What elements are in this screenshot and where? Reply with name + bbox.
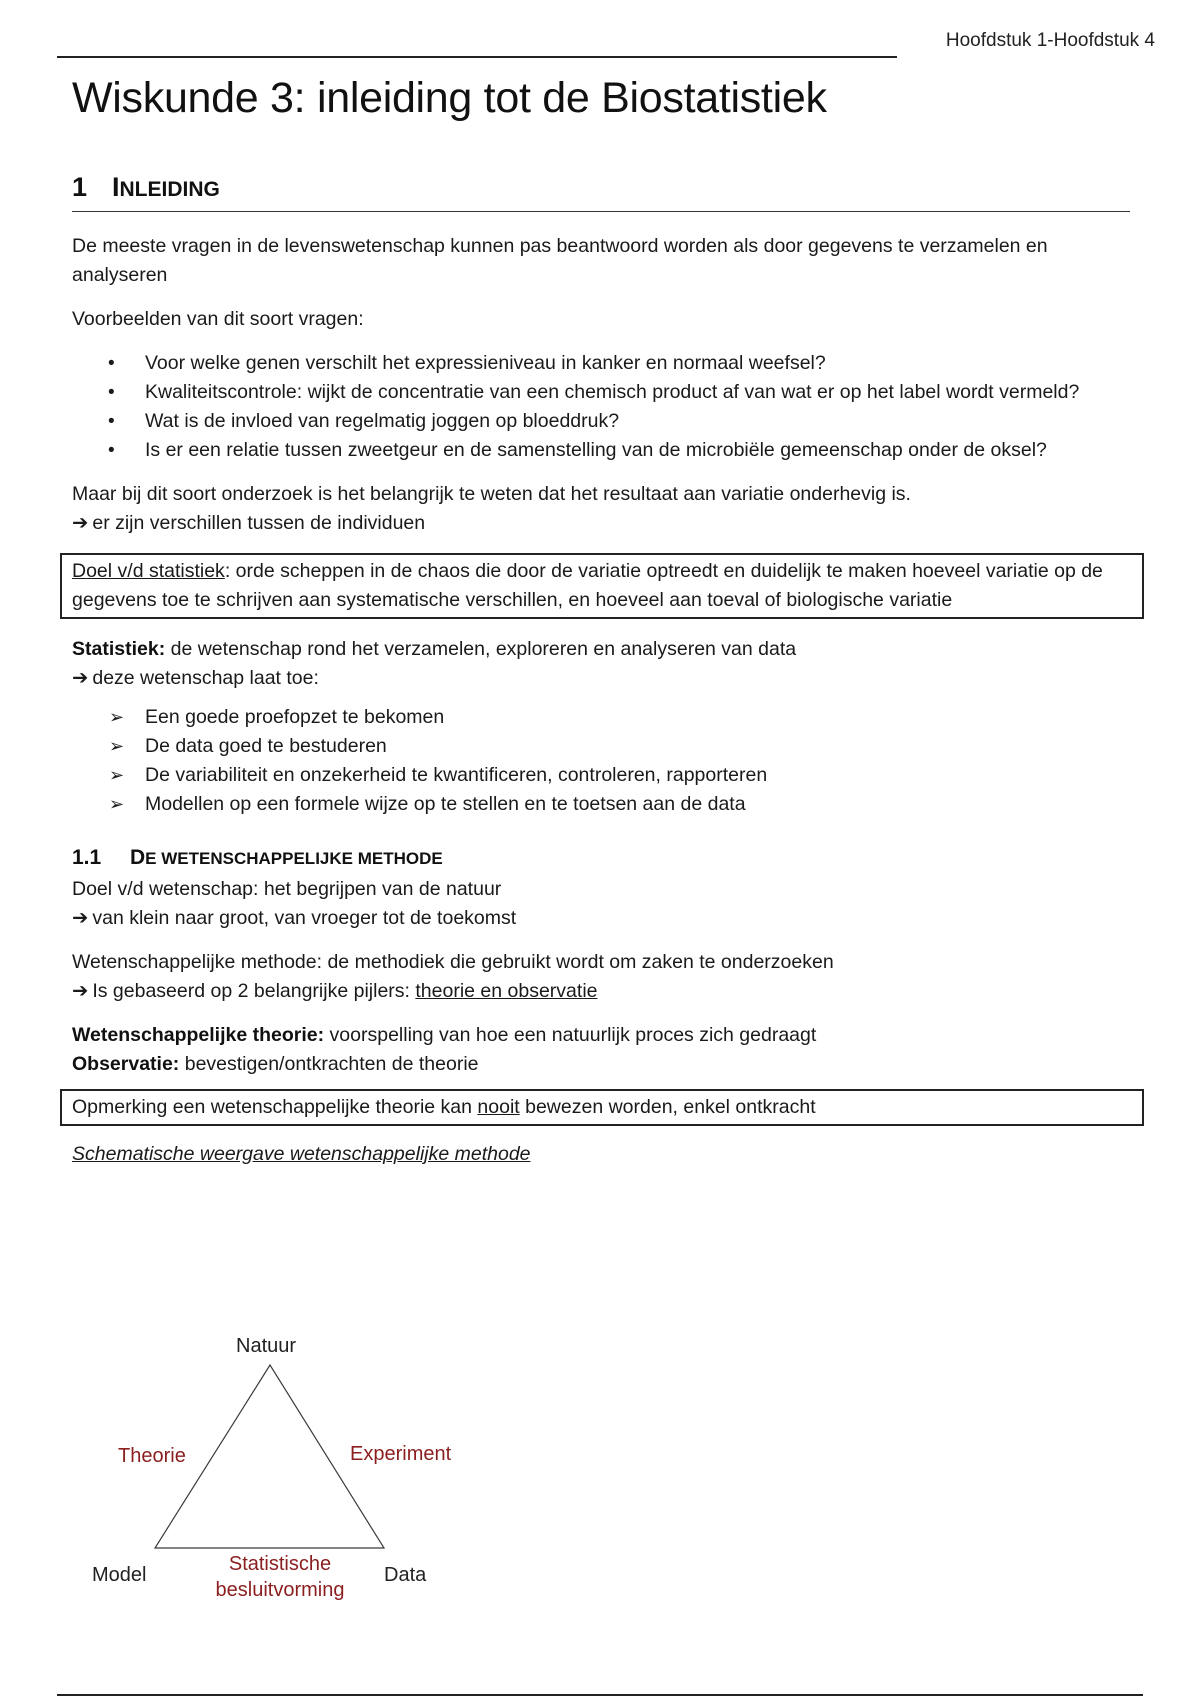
- diagram-label-experiment: Experiment: [350, 1443, 452, 1465]
- allows-list: [72, 703, 1132, 819]
- subsection-heading-methode: [72, 843, 1132, 873]
- list-item-text: Modellen op een formele wijze op te stellen en te toetsen aan de data: [145, 793, 746, 815]
- arrowhead-bullet-icon: ➢: [109, 794, 125, 814]
- observation-term: Observatie:: [72, 1053, 180, 1075]
- list-item-text: De variabiliteit en onzekerheid te kwantificeren, controleren, rapporteren: [145, 764, 768, 786]
- list-item: [109, 703, 1132, 732]
- method-paragraph: [72, 948, 1132, 1006]
- header-rule: [57, 56, 897, 58]
- arrowhead-bullet-icon: ➢: [109, 736, 125, 756]
- science-goal-arrow-text: van klein naar groot, van vroeger tot de toekomst: [92, 907, 517, 929]
- subsection-number: 1.1: [72, 846, 102, 869]
- arrow-right-icon: ➔: [72, 907, 89, 929]
- remark-suffix: bewezen worden, enkel ontkracht: [519, 1096, 816, 1118]
- section-heading-rest: NLEIDING: [119, 178, 220, 201]
- arrowhead-bullet-icon: ➢: [109, 707, 125, 727]
- list-item: • Wat is de invloed van regelmatig joggen op bloeddruk?: [145, 407, 1132, 436]
- remark-box: [60, 1089, 1144, 1126]
- diagram-caption: Schematische weergave wetenschappelijke methode: [72, 1143, 531, 1165]
- theory-term: Wetenschappelijke theorie:: [72, 1024, 325, 1046]
- statistics-definition: [72, 635, 1132, 693]
- goal-statistics-box: [60, 553, 1144, 619]
- statistics-def: de wetenschap rond het verzamelen, exploreren en analyseren van data: [165, 638, 797, 660]
- method-definition: Wetenschappelijke methode: de methodiek die gebruikt wordt om zaken te onderzoeken: [72, 951, 834, 973]
- section-heading-initial: I: [112, 172, 120, 202]
- science-goal: Doel v/d wetenschap: het begrijpen van de natuur: [72, 878, 502, 900]
- variation-note: Maar bij dit soort onderzoek is het belangrijk te weten dat het resultaat aan variatie onderhevig is.: [72, 483, 911, 505]
- diagram-label-natuur: Natuur: [236, 1335, 297, 1357]
- diagram-label-line2: besluitvorming: [215, 1579, 345, 1601]
- remark-underlined: nooit: [477, 1096, 520, 1118]
- diagram-label-data: Data: [384, 1564, 427, 1586]
- footer-rule: [57, 1694, 1143, 1696]
- running-header: Hoofdstuk 1-Hoofdstuk 4: [945, 30, 1155, 51]
- science-goal-paragraph: [72, 875, 1132, 933]
- diagram-label-besluitvorming: [215, 1551, 345, 1603]
- diagram-label-theorie: Theorie: [118, 1445, 186, 1467]
- section-heading-inleiding: [72, 172, 1130, 212]
- statistics-term: Statistiek:: [72, 638, 166, 660]
- remark-prefix: Opmerking een wetenschappelijke theorie kan: [72, 1096, 478, 1118]
- subsection-heading-rest: METHODE: [357, 849, 443, 868]
- pillars-prefix: Is gebaseerd op 2 belangrijke pijlers:: [92, 980, 416, 1002]
- list-item-text: De data goed te bestuderen: [145, 735, 387, 757]
- theory-def: voorspelling van hoe een natuurlijk proces zich gedraagt: [324, 1024, 817, 1046]
- observation-def: bevestigen/ontkrachten de theorie: [179, 1053, 479, 1075]
- arrow-right-icon: ➔: [72, 512, 89, 534]
- list-item: • Voor welke genen verschilt het expressieniveau in kanker en normaal weefsel?: [145, 349, 1132, 378]
- scientific-method-diagram: [80, 1325, 500, 1615]
- arrow-right-icon: ➔: [72, 980, 89, 1002]
- goal-text: : orde scheppen in de chaos die door de variatie optreedt en duidelijk te maken hoeveel variatie op de gegevens toe te schrijven aan systematische verschillen, en hoeveel aan toeval of biologische variatie: [72, 560, 1103, 611]
- subsection-heading-mid: E WETENSCHAPPELIJKE: [145, 849, 358, 868]
- list-item: [109, 732, 1132, 761]
- examples-intro: Voorbeelden van dit soort vragen:: [72, 308, 364, 330]
- variation-arrow-text: er zijn verschillen tussen de individuen: [92, 512, 426, 534]
- list-item: • Is er een relatie tussen zweetgeur en de samenstelling van de microbiële gemeenschap onder de oksel?: [145, 436, 1132, 465]
- pillars-underlined: theorie en observatie: [415, 980, 598, 1002]
- arrow-right-icon: ➔: [72, 667, 89, 689]
- section-number: 1: [72, 172, 88, 202]
- list-item: • Kwaliteitscontrole: wijkt de concentratie van een chemisch product af van wat er op het label wordt vermeld?: [145, 378, 1132, 407]
- diagram-label-model: Model: [92, 1564, 147, 1586]
- theory-observation-paragraph: [72, 1021, 1132, 1079]
- list-item: [109, 761, 1132, 790]
- list-item: [109, 790, 1132, 819]
- document-body: [72, 232, 1132, 1184]
- intro-paragraph: De meeste vragen in de levenswetenschap kunnen pas beantwoord worden als door gegevens te verzamelen en analyseren: [72, 235, 1048, 286]
- arrowhead-bullet-icon: ➢: [109, 765, 125, 785]
- page-title: Wiskunde 3: inleiding tot de Biostatistiek: [72, 74, 827, 122]
- examples-list: [72, 349, 1132, 465]
- goal-term: Doel v/d statistiek: [72, 560, 225, 582]
- statistics-arrow-text: deze wetenschap laat toe:: [92, 667, 319, 689]
- subsection-heading-initial: D: [130, 846, 146, 869]
- variation-paragraph: [72, 480, 1132, 538]
- diagram-label-line1: Statistische: [228, 1553, 332, 1575]
- list-item-text: Een goede proefopzet te bekomen: [145, 706, 445, 728]
